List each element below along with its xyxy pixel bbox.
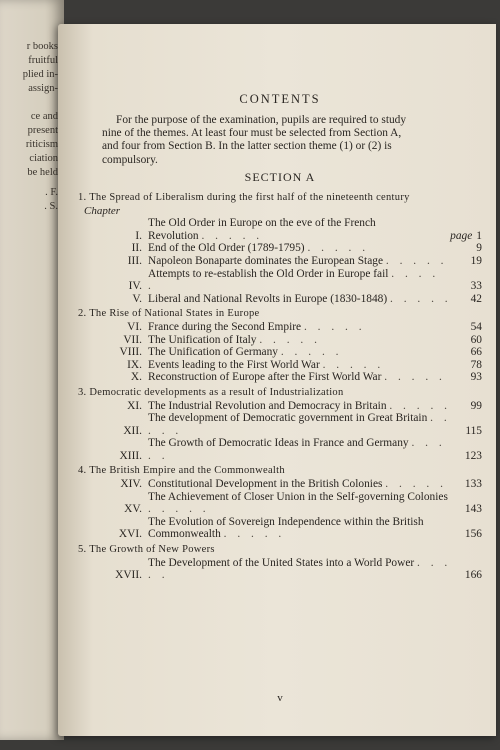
page-number: v: [277, 692, 283, 704]
chapter-page: 33: [470, 280, 482, 293]
chapter-title: Events leading to the First World War . . . . .: [148, 358, 385, 371]
chapter-title: The Industrial Revolution and Democracy in Britain . . . . .: [148, 399, 451, 412]
leader-dots: . . . . .: [385, 478, 447, 491]
chapter-title: Reconstruction of Europe after the First World War . . . . .: [148, 371, 446, 384]
theme-title: 5. The Growth of New Powers: [78, 544, 215, 556]
left-page-fragment: fruitful: [28, 55, 58, 66]
chapter-title: The Achievement of Closer Union in the Self-governing Colonies . . . . .: [148, 490, 448, 516]
leader-dots: . . . . .: [148, 437, 446, 462]
chapter-page: 123: [464, 449, 482, 462]
intro-paragraph: [102, 114, 476, 167]
page-word: page: [450, 229, 473, 242]
chapter-page: 166: [464, 569, 482, 582]
chapter-title: Liberal and National Revolts in Europe (1830-1848) . . . . .: [148, 292, 452, 305]
chapter-entry: [78, 516, 482, 541]
chapter-entry: [78, 217, 482, 242]
theme-block: [78, 192, 482, 305]
chapter-title: The Unification of Italy . . . . .: [148, 333, 321, 346]
chapter-page: page 1: [450, 229, 482, 242]
chapter-page: 133: [464, 478, 482, 491]
intro-line: nine of the themes. At least four must be selected from Section A,: [102, 127, 402, 140]
chapter-number: XIV.: [120, 478, 142, 491]
theme-block: [78, 308, 482, 384]
chapter-entry: [78, 321, 482, 334]
chapter-page: 115: [465, 424, 482, 437]
chapter-number: IV.: [128, 280, 142, 293]
table-of-contents: [78, 189, 482, 582]
chapter-entry: [78, 334, 482, 347]
chapter-number: II.: [131, 242, 142, 255]
chapter-number: VIII.: [119, 346, 142, 359]
theme-block: [78, 544, 482, 582]
chapter-page: 9: [476, 242, 482, 255]
theme-block: [78, 387, 482, 463]
chapter-title: The Unification of Germany . . . . .: [148, 346, 343, 359]
intro-line: and four from Section B. In the latter section theme (1) or (2) is: [102, 140, 392, 153]
intro-line: For the purpose of the examination, pupils are required to study: [116, 114, 407, 126]
chapter-number: III.: [127, 254, 142, 267]
left-page-fragment: r books: [26, 41, 58, 52]
chapter-title: France during the Second Empire . . . . .: [148, 320, 366, 333]
leader-dots: . . . . .: [259, 333, 321, 346]
chapter-page: 143: [464, 503, 482, 516]
leader-dots: . . . . .: [389, 399, 451, 412]
left-page-fragment: . F.: [45, 187, 58, 198]
chapter-page: 99: [470, 399, 482, 412]
leader-dots: . . . . .: [148, 503, 210, 516]
chapter-entry: [78, 557, 482, 582]
leader-dots: . . . . .: [201, 229, 264, 242]
chapter-number: XVII.: [115, 569, 142, 582]
chapter-page: 42: [470, 292, 482, 305]
chapter-page: 54: [470, 320, 482, 333]
theme-title: 1. The Spread of Liberalism during the first half of the nineteenth century: [78, 192, 410, 203]
chapter-label: Chapter: [84, 204, 121, 217]
chapter-entry: [78, 371, 482, 384]
intro-line: compulsory.: [102, 153, 158, 166]
left-page-fragment: plied in-: [22, 69, 58, 80]
leader-dots: . . . . .: [390, 292, 452, 305]
chapter-entry: [78, 437, 482, 462]
chapter-page: 93: [470, 371, 482, 384]
theme-title: 3. Democratic developments as a result of Industrialization: [78, 386, 344, 398]
leader-dots: . . . . .: [280, 346, 343, 359]
chapter-page: 66: [470, 346, 482, 359]
chapter-title: The Evolution of Sovereign Independence within the British Commonwealth . . . . .: [148, 515, 424, 541]
chapter-number: X.: [130, 371, 142, 384]
chapter-title: The Old Order in Europe on the eve of the French Revolution . . . . .: [148, 217, 376, 242]
theme-title: 2. The Rise of National States in Europe: [78, 308, 260, 320]
left-page-fragment: be held: [27, 167, 58, 178]
page-title: CONTENTS: [239, 92, 321, 106]
chapter-page: 19: [470, 254, 482, 267]
chapter-entry: [78, 491, 482, 516]
chapter-title: Constitutional Development in the British Colonies . . . . .: [148, 478, 447, 491]
chapter-number: XII.: [123, 424, 142, 437]
chapter-title: End of the Old Order (1789-1795) . . . . .: [148, 242, 370, 255]
leader-dots: . . . . .: [322, 358, 385, 371]
chapter-entry: [78, 478, 482, 491]
chapter-entry: [78, 242, 482, 255]
leader-dots: . . . . .: [385, 254, 448, 267]
chapter-title: The Growth of Democratic Ideas in France and Germany . . . . .: [148, 437, 446, 462]
theme-title: 4. The British Empire and the Commonwealth: [78, 465, 285, 477]
chapter-number: VI.: [127, 320, 142, 333]
left-page-fragment: riticism: [25, 139, 58, 150]
chapter-title: The Development of the United States into a World Power . . . . .: [148, 556, 452, 582]
left-page-fragment: ciation: [29, 153, 58, 164]
chapter-entry: [78, 400, 482, 413]
chapter-entry: [78, 359, 482, 372]
leader-dots: . . . . .: [384, 371, 446, 384]
chapter-page: 156: [464, 528, 482, 541]
chapter-entry: [78, 268, 482, 293]
chapter-entry: [78, 346, 482, 359]
chapter-number: V.: [132, 292, 142, 305]
chapter-number: IX.: [127, 358, 142, 371]
leader-dots: . . . . .: [148, 556, 452, 582]
chapter-title: The development of Democratic government in Great Britain . . . . .: [148, 412, 451, 437]
chapter-number: XI.: [127, 399, 142, 412]
chapter-entry: [78, 293, 482, 306]
leader-dots: . . . . .: [303, 320, 366, 333]
left-page-fragment: assign-: [28, 83, 58, 94]
leader-dots: . . . . .: [223, 528, 286, 541]
left-page-fragment: . S.: [44, 201, 58, 212]
chapter-number: XVI.: [118, 528, 142, 541]
chapter-title: Attempts to re-establish the Old Order in Europe fail . . . . .: [148, 267, 440, 293]
chapter-title: Napoleon Bonaparte dominates the European Stage . . . . .: [148, 254, 448, 267]
leader-dots: . . . . .: [148, 267, 440, 293]
chapter-entry: [78, 255, 482, 268]
left-page-fragment: present: [27, 125, 58, 136]
chapter-page: 78: [470, 358, 482, 371]
leader-dots: . . . . .: [148, 412, 451, 437]
chapter-number: I.: [135, 229, 142, 242]
chapter-number: XIII.: [119, 449, 142, 462]
chapter-number: VII.: [123, 333, 142, 346]
leader-dots: . . . . .: [307, 242, 370, 255]
theme-block: [78, 465, 482, 541]
contents-page: [58, 24, 496, 736]
chapter-number: XV.: [124, 503, 142, 516]
left-page: [0, 0, 64, 740]
chapter-entry: [78, 412, 482, 437]
left-page-fragment: ce and: [30, 111, 58, 122]
chapter-page: 60: [470, 333, 482, 346]
section-title: SECTION A: [244, 170, 316, 184]
